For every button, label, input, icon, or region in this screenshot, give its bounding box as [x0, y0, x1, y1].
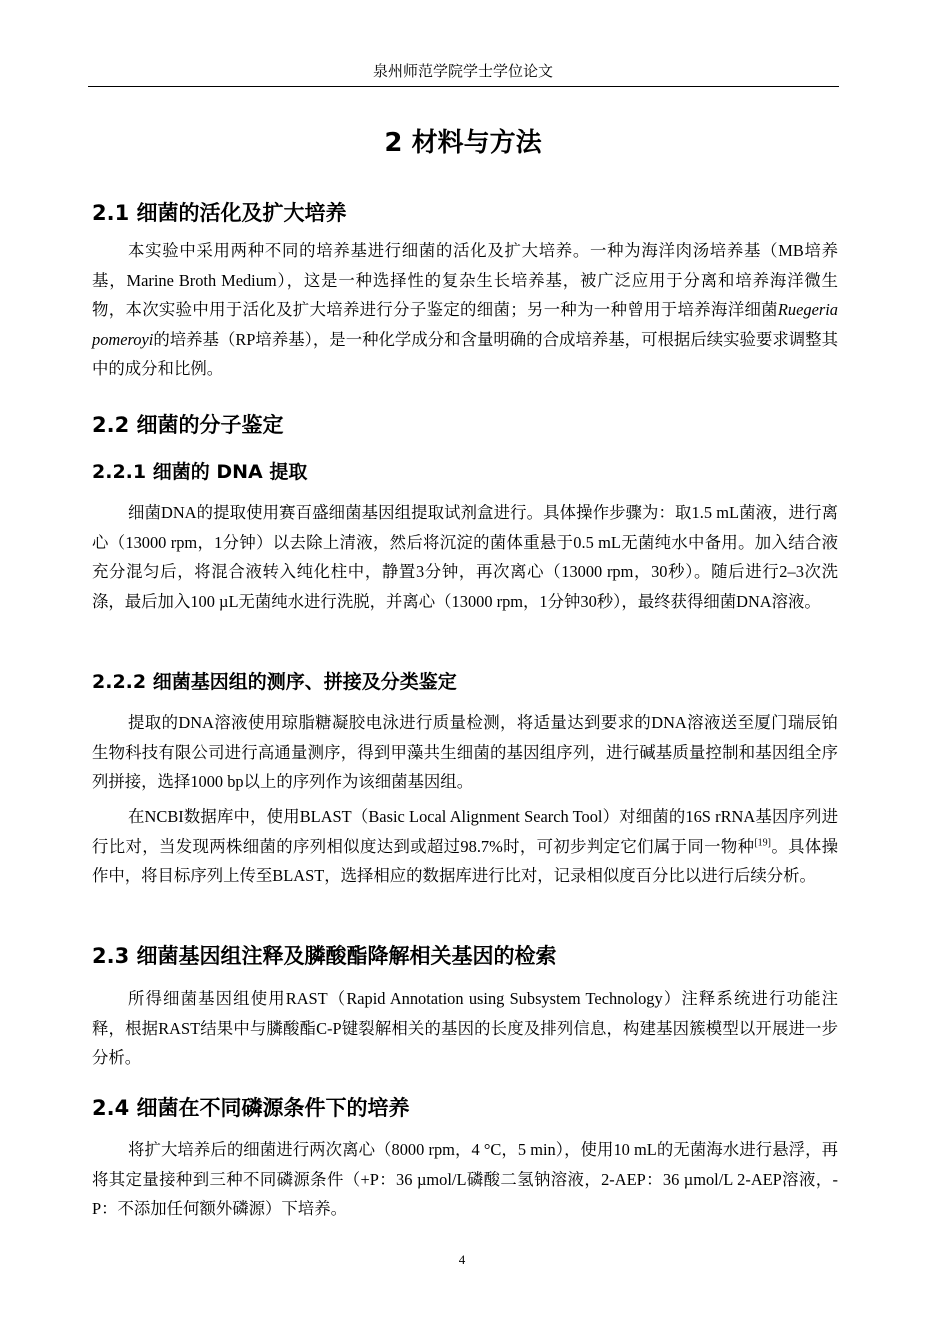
- section-2-4-heading: 2.4 细菌在不同磷源条件下的培养: [92, 1096, 410, 1120]
- section-2-2-1-paragraph: 细菌DNA的提取使用赛百盛细菌基因组提取试剂盒进行。具体操作步骤为：取1.5 mL菌液，进行离心（13000 rpm，1分钟）以去除上清液，然后将沉淀的菌体重悬于0.5 mL无菌纯水中备用。加入结合液充分混匀后，将混合液转入纯化柱中，静置3分钟，再次离心（13000 rpm，30秒）。随后进行2–3次洗涤，最后加入100 µL无菌纯水进行洗脱，并离心（13000 rpm，1分钟30秒），最终获得细菌DNA溶液。: [92, 503, 838, 611]
- section-2-2-1-heading: 2.2.1 细菌的 DNA 提取: [92, 461, 308, 483]
- section-2-4-paragraph: 将扩大培养后的细菌进行两次离心（8000 rpm，4 °C，5 min），使用10 mL的无菌海水进行悬浮，再将其定量接种到三种不同磷源条件（+P：36 µmol/L磷酸二氢钠溶液，2-AEP：36 µmol/L 2-AEP溶液，-P：不添加任何额外磷源）下培养。: [92, 1140, 838, 1218]
- section-2-1-heading: 2.1 细菌的活化及扩大培养: [92, 201, 347, 225]
- section-2-3-heading: 2.3 细菌基因组注释及膦酸酯降解相关基因的检索: [92, 944, 557, 968]
- citation-ref: [19]: [754, 837, 772, 849]
- section-2-1-paragraph: 本实验中采用两种不同的培养基进行细菌的活化及扩大培养。一种为海洋肉汤培养基（MB培养基，Marine Broth Medium），这是一种选择性的复杂生长培养基，被广泛应用于分离和培养海洋微生物，本次实验中用于活化及扩大培养进行分子鉴定的细菌；另一种为一种曾用于培养海洋细菌Ruegeria pomeroyi的培养基（RP培养基），是一种化学成分和含量明确的合成培养基，可根据后续实验要求调整其中的成分和比例。: [92, 241, 838, 378]
- header-rule: [88, 86, 839, 87]
- section-2-2-2-paragraph-1: 提取的DNA溶液使用琼脂糖凝胶电泳进行质量检测，将适量达到要求的DNA溶液送至厦门瑞辰铂生物科技有限公司进行高通量测序，得到甲藻共生细菌的基因组序列，进行碱基质量控制和基因组全序列拼接，选择1000 bp以上的序列作为该细菌基因组。: [92, 713, 838, 791]
- chapter-title: 2 材料与方法: [384, 128, 542, 158]
- running-header: 泉州师范学院学士学位论文: [372, 64, 553, 80]
- species-name: Ruegeria pomeroyi: [92, 300, 838, 349]
- section-2-2-2-paragraph-2: 在NCBI数据库中，使用BLAST（Basic Local Alignment Search Tool）对细菌的16S rRNA基因序列进行比对，当发现两株细菌的序列相似度达到或超过98.7%时，可初步判定它们属于同一物种[19]。具体操作中，将目标序列上传至BLAST，选择相应的数据库进行比对，记录相似度百分比以进行后续分析。: [92, 807, 839, 885]
- page-number: 4: [458, 1252, 466, 1267]
- section-2-2-2-heading: 2.2.2 细菌基因组的测序、拼接及分类鉴定: [92, 671, 457, 693]
- section-2-3-paragraph: 所得细菌基因组使用RAST（Rapid Annotation using Subsystem Technology）注释系统进行功能注释，根据RAST结果中与膦酸酯C-P键裂解相关的基因的长度及排列信息，构建基因簇模型以开展进一步分析。: [92, 989, 838, 1067]
- section-2-2-heading: 2.2 细菌的分子鉴定: [92, 413, 284, 437]
